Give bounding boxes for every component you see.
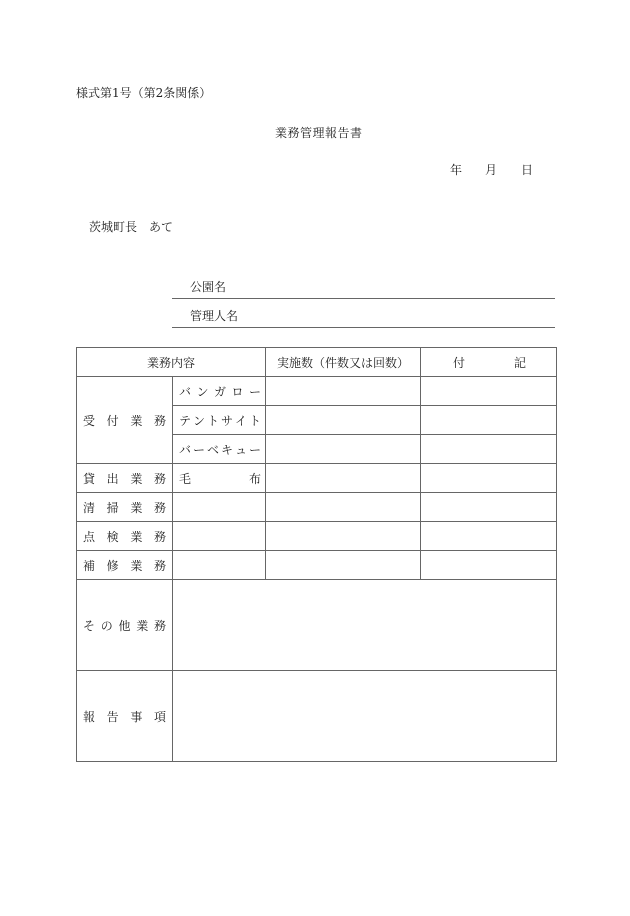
count-cell[interactable] bbox=[266, 406, 421, 435]
table-row bbox=[77, 464, 557, 493]
form-number: 様式第1号（第2条関係） bbox=[76, 86, 212, 100]
count-cell[interactable] bbox=[266, 522, 421, 551]
manager-name-label: 管理人名 bbox=[190, 309, 239, 323]
count-cell[interactable] bbox=[266, 493, 421, 522]
table-row bbox=[77, 377, 557, 406]
note-cell[interactable] bbox=[421, 493, 557, 522]
date-day-label: 日 bbox=[521, 163, 534, 177]
table-row bbox=[77, 522, 557, 551]
report-table bbox=[76, 347, 557, 762]
note-cell[interactable] bbox=[421, 464, 557, 493]
addressee: 茨城町長 あて bbox=[89, 220, 174, 234]
item-cell[interactable] bbox=[173, 551, 266, 580]
park-name-label: 公園名 bbox=[190, 280, 227, 294]
date-year-label: 年 bbox=[450, 163, 463, 177]
table-row-report bbox=[77, 671, 557, 762]
count-cell[interactable] bbox=[266, 464, 421, 493]
category-lending: 貸 出 業 務 bbox=[77, 464, 173, 493]
header-content: 業務内容 bbox=[77, 348, 266, 377]
table-row-other bbox=[77, 580, 557, 671]
item-cell[interactable] bbox=[173, 493, 266, 522]
note-cell[interactable] bbox=[421, 551, 557, 580]
item-cell[interactable] bbox=[173, 522, 266, 551]
category-cleaning: 清 掃 業 務 bbox=[77, 493, 173, 522]
document-title: 業務管理報告書 bbox=[275, 126, 363, 140]
item-tentsite: テ ン ト サ イ ト bbox=[173, 406, 266, 435]
park-name-field[interactable] bbox=[172, 298, 555, 299]
other-content-cell[interactable] bbox=[173, 580, 557, 671]
note-cell[interactable] bbox=[421, 406, 557, 435]
category-repair: 補 修 業 務 bbox=[77, 551, 173, 580]
count-cell[interactable] bbox=[266, 551, 421, 580]
count-cell[interactable] bbox=[266, 435, 421, 464]
report-content-cell[interactable] bbox=[173, 671, 557, 762]
item-bungalow: バ ン ガ ロ ー bbox=[173, 377, 266, 406]
item-barbecue: バ ー ベ キ ュ ー bbox=[173, 435, 266, 464]
category-reception: 受 付 業 務 bbox=[77, 377, 173, 464]
header-count: 実施数（件数又は回数） bbox=[266, 348, 421, 377]
manager-name-field[interactable] bbox=[172, 327, 555, 328]
note-cell[interactable] bbox=[421, 522, 557, 551]
note-cell[interactable] bbox=[421, 377, 557, 406]
table-header-row bbox=[77, 348, 557, 377]
table-row bbox=[77, 551, 557, 580]
category-inspection: 点 検 業 務 bbox=[77, 522, 173, 551]
item-blanket: 毛 布 bbox=[173, 464, 266, 493]
category-report: 報 告 事 項 bbox=[77, 671, 173, 762]
table-row bbox=[77, 493, 557, 522]
header-note: 付 記 bbox=[421, 348, 557, 377]
date-month-label: 月 bbox=[485, 163, 498, 177]
count-cell[interactable] bbox=[266, 377, 421, 406]
note-cell[interactable] bbox=[421, 435, 557, 464]
category-other: そ の 他 業 務 bbox=[77, 580, 173, 671]
